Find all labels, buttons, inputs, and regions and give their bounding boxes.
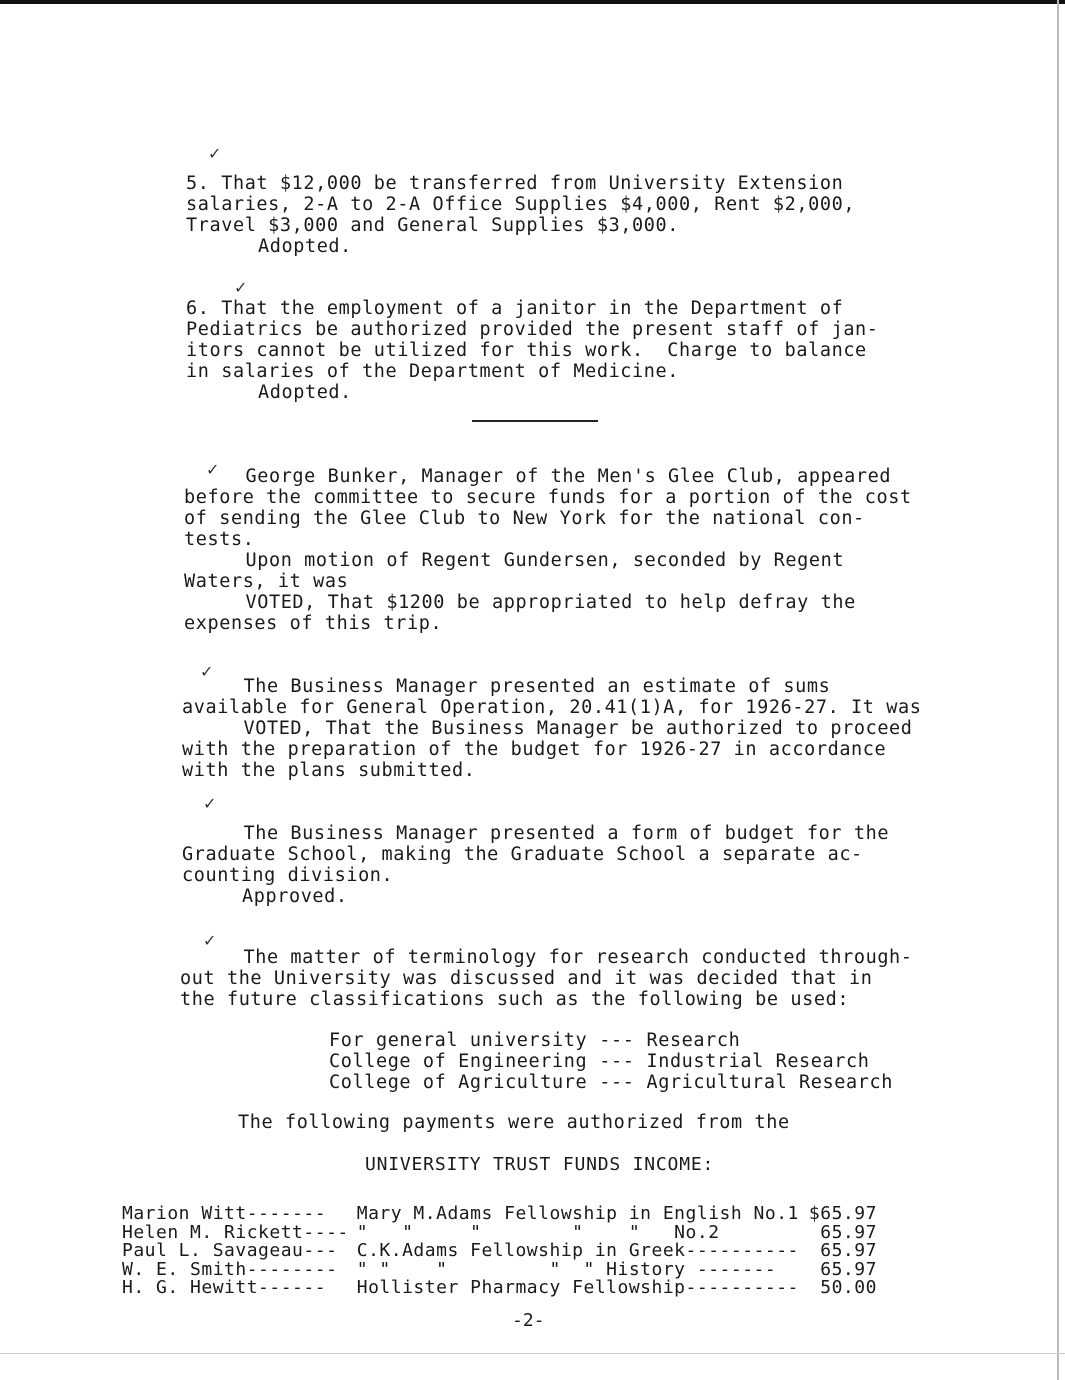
payment-description: " " " " " History ------- (356, 1258, 777, 1280)
checkmark: ✓ (200, 662, 214, 681)
payment-description: " " " " " No.2 (356, 1221, 720, 1243)
terminology-unit: For general university (329, 1030, 588, 1051)
payee-name: Marion Witt------- (122, 1203, 327, 1224)
paragraph-line: counting division. (182, 865, 394, 886)
paragraph-line: out the University was discussed and it was decided that in (180, 968, 873, 989)
paragraph-line: with the plans submitted. (182, 760, 476, 781)
payment-amount: $65.97 (808, 1203, 877, 1224)
paragraph-line: George Bunker, Manager of the Men's Glee Club, appeared (222, 466, 892, 487)
terminology-unit: College of Engineering (329, 1051, 588, 1072)
terminology-row (329, 1030, 893, 1051)
paragraph-line: The Business Manager presented an estimate of sums (220, 676, 831, 697)
payment-amount: 65.97 (820, 1240, 877, 1261)
payee-name: Paul L. Savageau--- (122, 1240, 338, 1261)
checkmark: ✓ (203, 931, 217, 950)
terminology-table (329, 1030, 893, 1093)
terminology-row (329, 1072, 893, 1093)
item-5-status: Adopted. (258, 236, 352, 257)
item-5-line: 5. That $12,000 be transferred from University Extension (186, 173, 844, 194)
payment-description: Hollister Pharmacy Fellowship---------- (356, 1277, 799, 1298)
payment-row (122, 1279, 877, 1298)
item-6-line: itors cannot be utilized for this work. Charge to balance (186, 340, 867, 361)
paragraph-line: The matter of terminology for research conducted through- (220, 947, 913, 968)
checkmark: ✓ (234, 278, 248, 297)
terminology-term: Agricultural Research (646, 1072, 893, 1093)
paragraph-line: of sending the Glee Club to New York for the national con- (184, 508, 865, 529)
item-6-line: Pediatrics be authorized provided the present staff of jan- (186, 319, 879, 340)
payee-name: W. E. Smith-------- (122, 1258, 338, 1280)
payee-name: Helen M. Rickett---- (122, 1221, 349, 1243)
paragraph-line: available for General Operation, 20.41(1)A, for 1926-27. It was (182, 697, 922, 718)
payee-name: H. G. Hewitt------ (122, 1277, 327, 1298)
payment-row (122, 1205, 877, 1224)
paragraph-line: with the preparation of the budget for 1926-27 in accordance (182, 739, 887, 760)
paragraph-line: Waters, it was (184, 571, 349, 592)
payment-amount: 65.97 (820, 1258, 877, 1280)
paragraph-line: Graduate School, making the Graduate School a separate ac- (182, 844, 863, 865)
page-number: -2- (512, 1310, 545, 1331)
payment-row (122, 1242, 877, 1261)
paragraph-line: before the committee to secure funds for a portion of the cost (184, 487, 912, 508)
payment-description: C.K.Adams Fellowship in Greek---------- (356, 1240, 799, 1261)
terminology-row (329, 1051, 893, 1072)
item-6-line: 6. That the employment of a janitor in the Department of (186, 298, 844, 319)
payment-description: Mary M.Adams Fellowship in English No.1 (356, 1203, 799, 1224)
payments-table (122, 1205, 877, 1298)
trust-funds-heading: UNIVERSITY TRUST FUNDS INCOME: (365, 1154, 715, 1175)
payment-amount: 50.00 (820, 1277, 877, 1298)
terminology-term: Research (646, 1030, 741, 1051)
paragraph-line: Upon motion of Regent Gundersen, seconded by Regent (222, 550, 845, 571)
terminology-separator: --- (599, 1051, 635, 1072)
checkmark: ✓ (208, 144, 222, 163)
terminology-unit: College of Agriculture (329, 1072, 588, 1093)
item-6-line: in salaries of the Department of Medicine. (186, 361, 679, 382)
graduate-school-status: Approved. (242, 886, 348, 907)
terminology-separator: --- (599, 1072, 635, 1093)
paragraph-line: VOTED, That the Business Manager be authorized to proceed (220, 718, 913, 739)
terminology-separator: --- (599, 1030, 635, 1051)
checkmark: ✓ (206, 460, 220, 479)
payment-amount: 65.97 (820, 1221, 877, 1243)
page-right-edge (1057, 0, 1059, 1380)
section-divider (472, 420, 598, 422)
paragraph-line: VOTED, That $1200 be appropriated to help defray the (222, 592, 856, 613)
paragraph-line: The Business Manager presented a form of budget for the (220, 823, 890, 844)
paragraph-line: tests. (184, 529, 255, 550)
item-6-status: Adopted. (258, 382, 352, 403)
paragraph-line: the future classifications such as the following be used: (180, 989, 850, 1010)
terminology-term: Industrial Research (646, 1051, 870, 1072)
checkmark: ✓ (203, 794, 217, 813)
page-top-edge (0, 0, 1065, 4)
page-bottom-edge (0, 1353, 1065, 1354)
item-5-line: salaries, 2-A to 2-A Office Supplies $4,000, Rent $2,000, (186, 194, 856, 215)
item-5-line: Travel $3,000 and General Supplies $3,000. (186, 215, 679, 236)
payments-intro: The following payments were authorized from the (238, 1112, 790, 1133)
paragraph-line: expenses of this trip. (184, 613, 443, 634)
